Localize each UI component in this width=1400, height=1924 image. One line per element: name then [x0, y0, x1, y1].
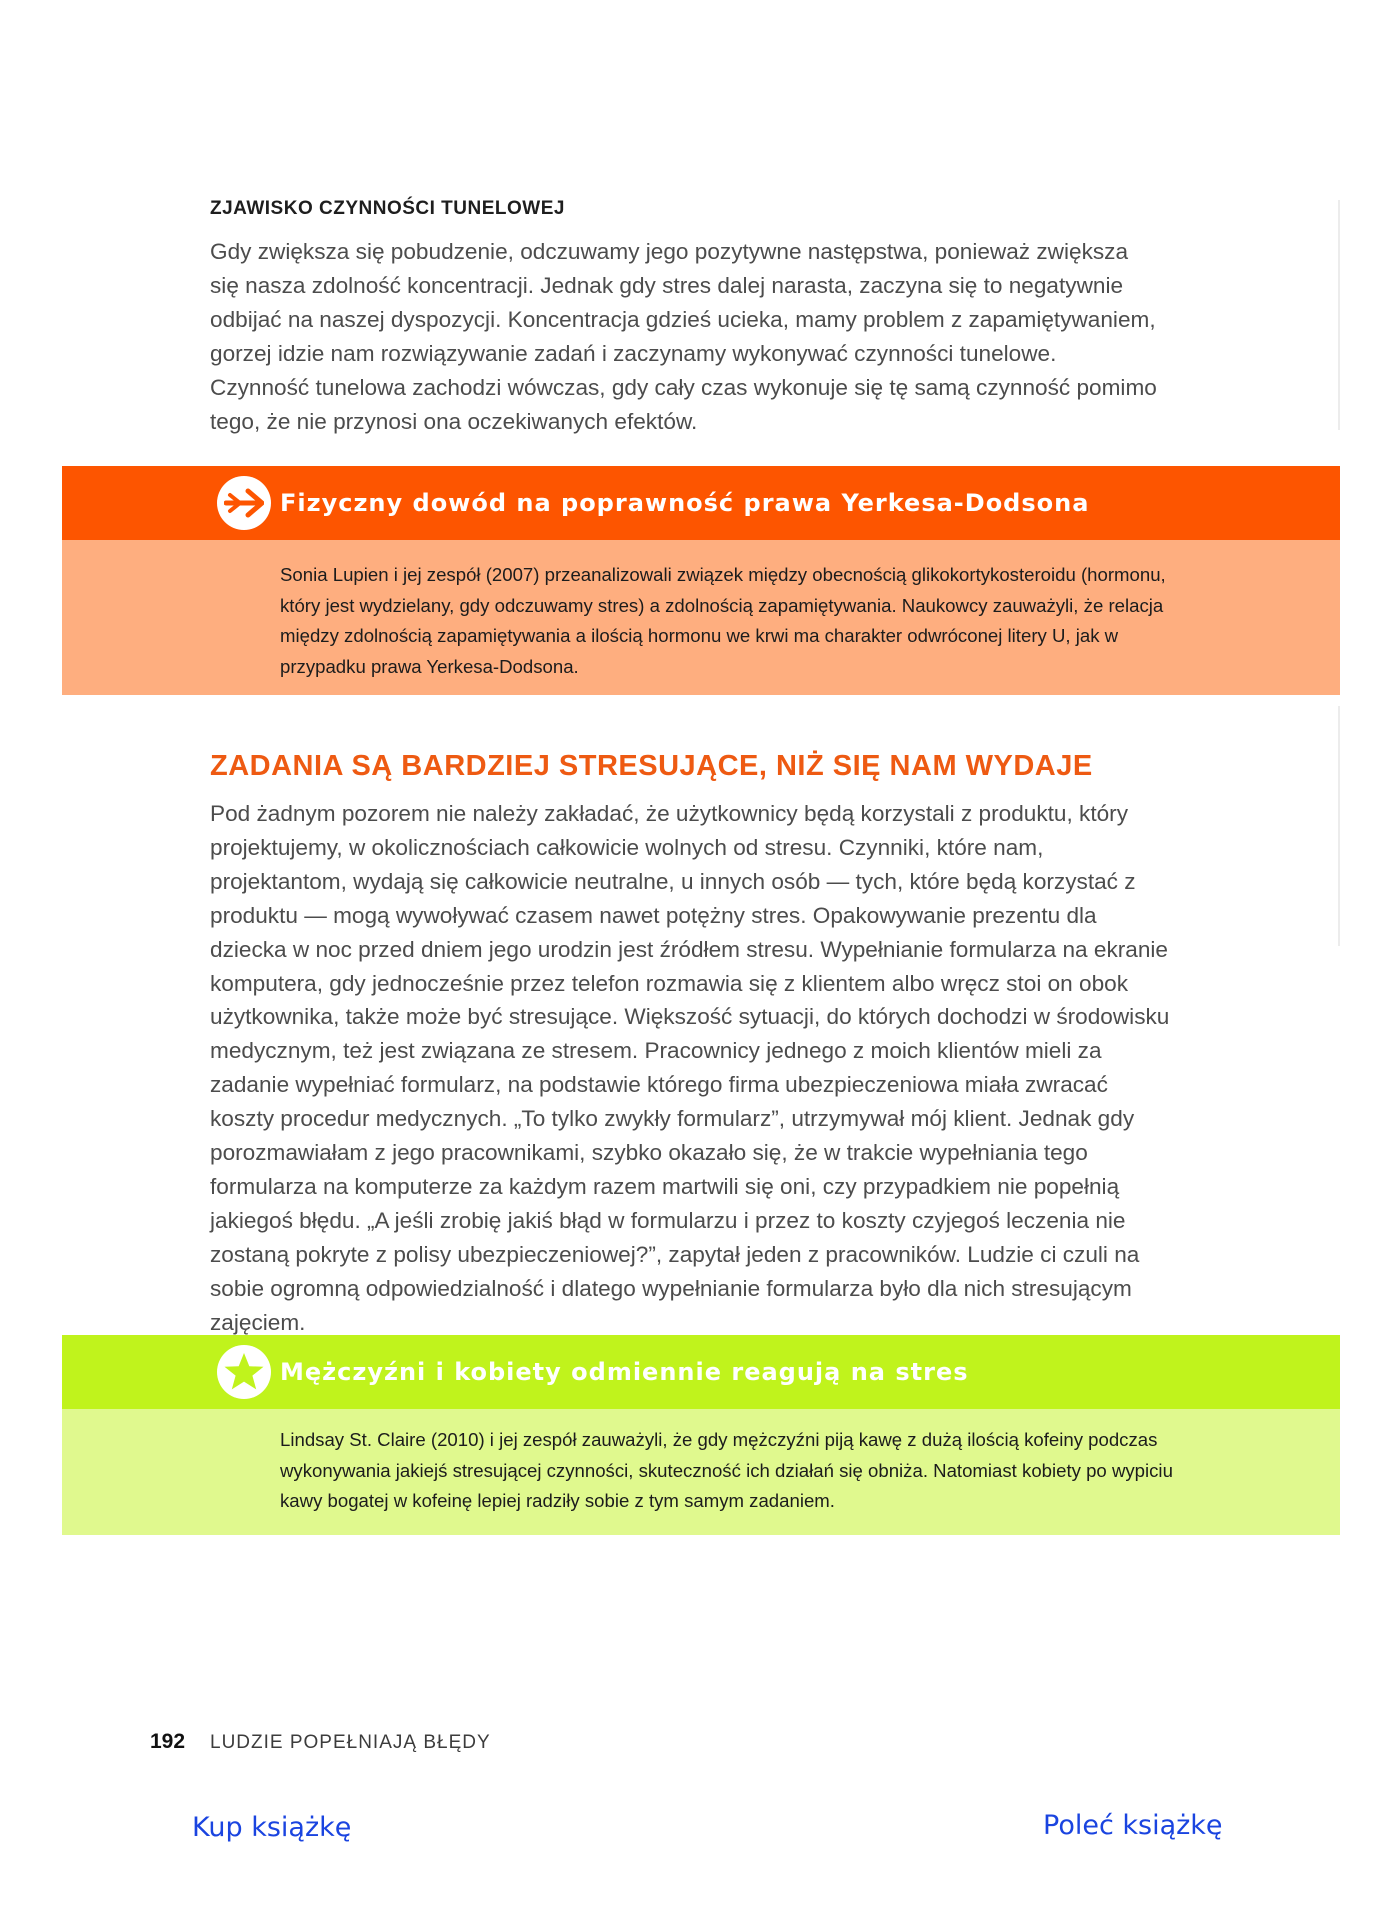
callout-title: Fizyczny dowód na poprawność prawa Yerkesa-Dodsona: [280, 489, 1090, 517]
section-paragraph: Gdy zwiększa się pobudzenie, odczuwamy jego pozytywne następstwa, ponieważ zwiększa się nasza zdolność koncentracji. Jednak gdy stres dalej narasta, zaczyna się to negatywnie odbijać na naszej dyspozycji. Koncentracja gdzieś ucieka, mamy problem z zapamiętywaniem, gorzej idzie nam rozwiązywanie zadań i zaczynamy wykonywać czynności tunelowe. Czynność tunelowa zachodzi wówczas, gdy cały czas wykonuje się tę samą czynność pomimo tego, że nie przynosi ona oczekiwanych efektów.: [210, 239, 1157, 434]
arrow-right-icon: [217, 476, 271, 530]
section-heading: ZJAWISKO CZYNNOŚCI TUNELOWEJ: [210, 198, 565, 219]
running-title: LUDZIE POPEŁNIAJĄ BŁĘDY: [210, 1732, 491, 1753]
callout-text: Sonia Lupien i jej zespół (2007) przeanalizowali związek między obecnością glikokortykosteroidu (hormonu, który jest wydzielany, gdy odczuwamy stres) a zdolnością zapamiętywania. Naukowcy zauważyli, że relacja między zdolnością zapamiętywania a ilością hormonu we krwi ma charakter odwróconej litery U, jak w przypadku prawa Yerkesa-Dodsona.: [280, 564, 1166, 677]
star-icon: [217, 1345, 271, 1399]
callout-body: [62, 1409, 1340, 1535]
recommend-book-link[interactable]: Poleć książkę: [1043, 1810, 1223, 1841]
callout-header: [62, 1335, 1340, 1409]
margin-rule: [1338, 706, 1340, 946]
chapter-heading: ZADANIA SĄ BARDZIEJ STRESUJĄCE, NIŻ SIĘ NAM WYDAJE: [210, 750, 1093, 782]
chapter-paragraph: Pod żadnym pozorem nie należy zakładać, że użytkownicy będą korzystali z produktu, który projektujemy, w okolicznościach całkowicie wolnych od stresu. Czynniki, które nam, projektantom, wydają się całkowicie neutralne, u innych osób — tych, które będą korzystać z produktu — mogą wywoływać czasem nawet potężny stres. Opakowywanie prezentu dla dziecka w noc przed dniem jego urodzin jest źródłem stresu. Wypełnianie formularza na ekranie komputera, gdy jednocześnie przez telefon rozmawia się z klientem albo wręcz stoi on obok użytkownika, także może być stresujące. Większość sytuacji, do których dochodzi w środowisku medycznym, też jest związana ze stresem. Pracownicy jednego z moich klientów mieli za zadanie wypełniać formularz, na podstawie którego firma ubezpieczeniowa miała zwracać koszty procedur medycznych. „To tylko zwykły formularz”, utrzymywał mój klient. Jednak gdy porozmawiałam z jego pracownikami, szybko okazało się, że w trakcie wypełniania tego formularza na komputerze za każdym razem martwili się oni, czy przypadkiem nie popełnią jakiegoś błędu. „A jeśli zrobię jakiś błąd w formularzu i przez to koszty czyjegoś leczenia nie zostaną pokryte z polisy ubezpieczeniowej?”, zapytał jeden z pracowników. Ludzie ci czuli na sobie ogromną odpowiedzialność i dlatego wypełnianie formularza było dla nich stresującym zajęciem.: [210, 801, 1170, 1335]
buy-book-link[interactable]: Kup książkę: [192, 1812, 352, 1843]
callout-title: Mężczyźni i kobiety odmiennie reagują na stres: [280, 1358, 969, 1386]
callout-body: [62, 540, 1340, 695]
callout-header: [62, 466, 1340, 540]
callout-text: Lindsay St. Claire (2010) i jej zespół zauważyli, że gdy mężczyźni piją kawę z dużą ilością kofeiny podczas wykonywania jakiejś stresującej czynności, skuteczność ich działań się obniża. Natomiast kobiety po wypiciu kawy bogatej w kofeinę lepiej radziły sobie z tym samym zadaniem.: [280, 1429, 1173, 1511]
margin-rule: [1338, 200, 1340, 430]
page-number: 192: [150, 1730, 186, 1753]
